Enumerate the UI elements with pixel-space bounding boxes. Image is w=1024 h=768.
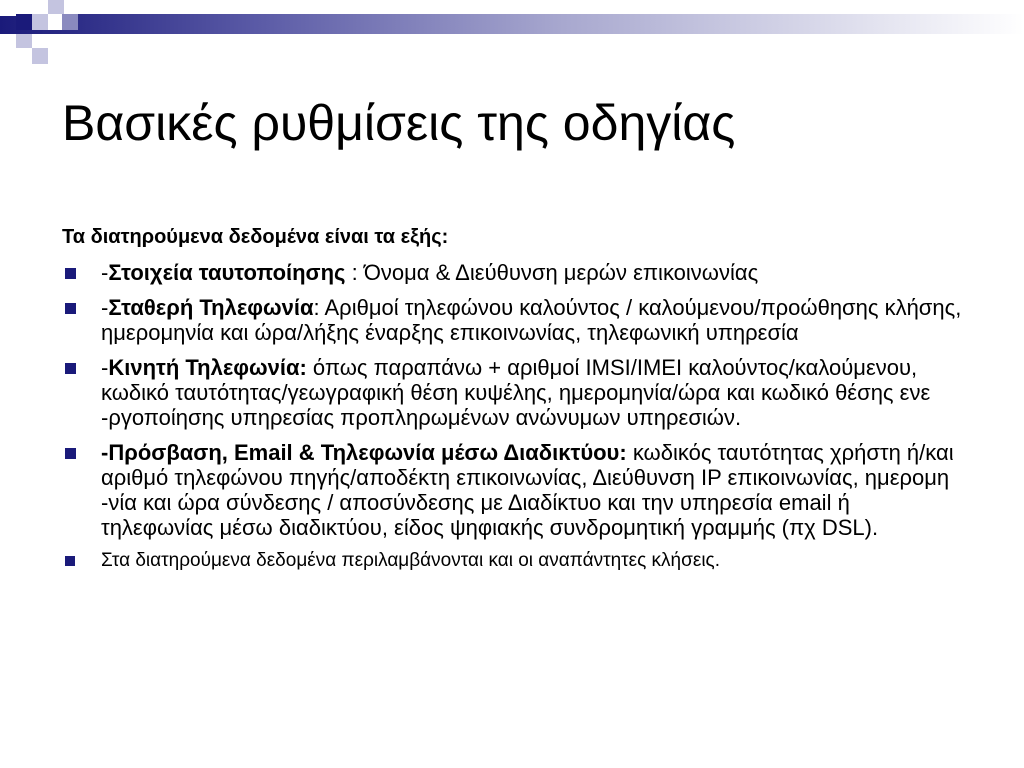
header-gradient-bar: [0, 14, 1024, 34]
bullet-term: Σταθερή Τηλεφωνία: [108, 295, 314, 320]
bullet-prefix: -: [101, 260, 109, 285]
intro-text: Τα διατηρούμενα δεδομένα είναι τα εξής:: [62, 226, 449, 248]
bullet-term: Κινητή Τηλεφωνία:: [108, 355, 307, 380]
list-item: [62, 260, 962, 285]
bullet-term: -Πρόσβαση, Email & Τηλεφωνία μέσω Διαδικτύου:: [101, 440, 627, 465]
list-item: [62, 295, 962, 345]
decor-square: [16, 48, 32, 64]
bullet-text: : Όνομα & Διεύθυνση μερών επικοινωνίας: [345, 260, 759, 285]
square-bullet-icon: [65, 303, 76, 314]
bullet-text: κωδικός ταυτότητας χρήστη ή/και αριθμό τηλεφώνου πηγής/αποδέκτη επικοινωνίας, Διεύθυνση IP επικοινωνίας, ημερομη -νία και ώρα σύνδεσης / αποσύνδεσης με Διαδίκτυο και την υπηρεσία email ή τηλεφωνίας μέσω διαδικτύου, είδος ψηφιακής συνδρομητική γραμμής (πχ DSL).: [101, 440, 954, 540]
square-bullet-icon: [65, 268, 76, 279]
bullet-text: : Αριθμοί τηλεφώνου καλούντος / καλούμενου/προώθησης κλήσης, ημερομηνία και ώρα/λήξης έναρξης επικοινωνίας, τηλεφωνική υπηρεσία: [101, 295, 962, 345]
bullet-text: Στα διατηρούμενα δεδομένα περιλαμβάνονται και οι αναπάντητες κλήσεις.: [101, 550, 720, 571]
decor-square: [62, 14, 78, 30]
bullet-prefix: -: [101, 295, 109, 320]
decor-square: [32, 48, 48, 64]
slide-title: Βασικές ρυθμίσεις της οδηγίας: [62, 95, 736, 151]
square-bullet-icon: [65, 556, 75, 566]
list-item: [62, 355, 962, 430]
decor-square: [16, 14, 32, 30]
bullet-text: όπως παραπάνω + αριθμοί IMSI/IMEI καλούντος/καλούμενου, κωδικό ταυτότητας/γεωγραφική θέση κυψέλης, ημερομηνία/ώρα και κωδικό θέσης ενε -ργοποίησης υπηρεσίας προπληρωμένων ανώνυμων υπηρεσιών.: [101, 355, 931, 430]
bullet-list: [62, 260, 962, 582]
decor-square: [32, 14, 48, 30]
decor-square: [0, 0, 16, 16]
bullet-term: Στοιχεία ταυτοποίησης: [108, 260, 346, 285]
list-item: [62, 440, 962, 540]
list-item: [62, 550, 962, 572]
square-bullet-icon: [65, 363, 76, 374]
square-bullet-icon: [65, 448, 76, 459]
bullet-prefix: -: [101, 355, 109, 380]
